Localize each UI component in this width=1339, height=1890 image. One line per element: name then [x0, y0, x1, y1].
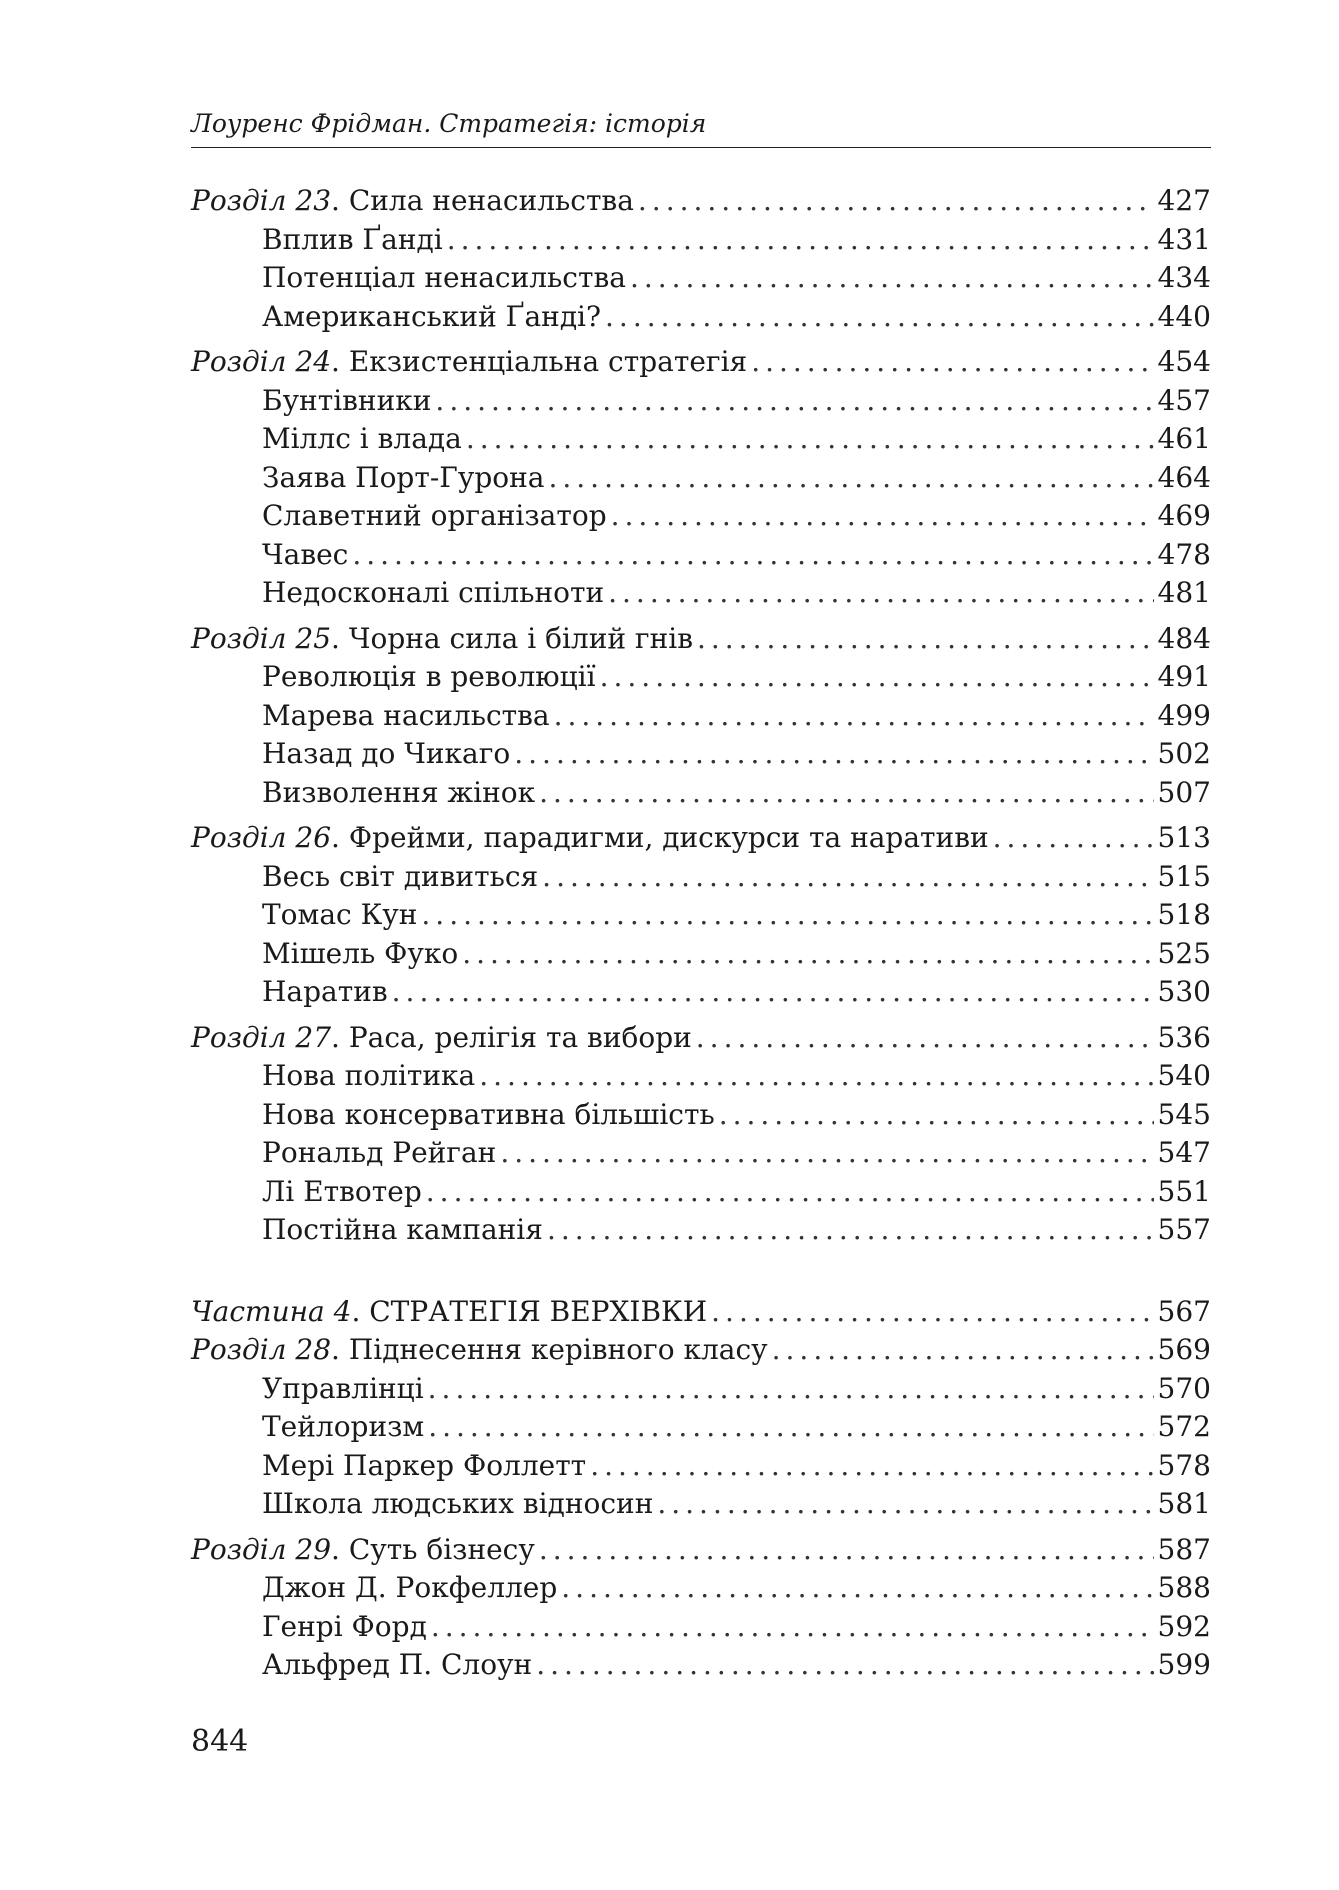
dot-leader [447, 221, 1154, 260]
toc-entry-text: Мері Паркер Фоллетт [262, 1448, 587, 1482]
toc-entry-text: Весь світ дивиться [262, 859, 539, 893]
toc-entry-prefix: Розділ 26 [191, 821, 332, 854]
toc-page-number: 478 [1157, 537, 1211, 571]
toc-entry-title [262, 1096, 715, 1135]
toc-entry-text: . Сила ненасильства [331, 184, 634, 217]
dot-leader [605, 298, 1154, 337]
toc-entry-title [191, 1293, 707, 1332]
header-rule [191, 147, 1211, 148]
toc-entry-title [191, 343, 747, 382]
toc-section-row [191, 774, 1211, 813]
toc-entry-title [262, 1134, 496, 1173]
toc-entry-title [262, 459, 544, 498]
toc-entry-text: Лі Етвотер [262, 1174, 422, 1208]
toc-page-number: 434 [1157, 261, 1211, 294]
toc-page-number: 481 [1157, 576, 1211, 609]
toc-page-number: 567 [1157, 1294, 1211, 1328]
toc-page-number: 507 [1157, 775, 1211, 809]
toc-section-row [191, 574, 1211, 613]
toc-page-number: 499 [1157, 698, 1211, 732]
toc-entry-title [191, 1331, 768, 1370]
toc-entry-text: . Суть бізнесу [331, 1532, 535, 1566]
toc-entry-prefix: Розділ 27 [191, 1020, 332, 1054]
toc-entry-title [262, 298, 601, 337]
toc-entry-title [262, 1408, 424, 1447]
dot-leader [657, 1485, 1153, 1524]
table-of-contents [191, 182, 1211, 1685]
toc-entry-text: Тейлоризм [262, 1410, 425, 1443]
toc-page-number: 491 [1157, 660, 1211, 693]
running-header: Лоуренс Фрідман. Стратегія: історія [191, 109, 707, 138]
toc-page-number: 440 [1157, 299, 1211, 333]
toc-page-number: 592 [1157, 1609, 1211, 1643]
toc-chapter-row [191, 1019, 1211, 1058]
toc-entry-title [262, 259, 626, 298]
toc-entry-title [191, 620, 693, 659]
toc-entry-title [262, 497, 607, 536]
dot-leader [466, 420, 1154, 459]
toc-page-number: 515 [1157, 859, 1211, 893]
toc-page-number: 540 [1157, 1059, 1211, 1092]
toc-entry-title [262, 1173, 422, 1212]
toc-entry-text: Славетний організатор [262, 499, 607, 532]
dot-leader [462, 935, 1153, 974]
toc-page-number: 581 [1157, 1487, 1211, 1520]
dot-leader [542, 858, 1153, 897]
toc-chapter-row [191, 1331, 1211, 1370]
toc-page-number: 545 [1157, 1097, 1211, 1131]
toc-page-number: 587 [1157, 1532, 1211, 1566]
toc-entry-prefix: Розділ 28 [191, 1333, 332, 1366]
toc-entry-text: Управлінці [262, 1371, 424, 1405]
toc-page-number: 578 [1157, 1448, 1211, 1482]
toc-entry-text: Недосконалі спільноти [262, 576, 605, 609]
toc-section-row [191, 1211, 1211, 1250]
toc-page-number: 572 [1157, 1410, 1211, 1443]
toc-page-number: 525 [1157, 936, 1211, 970]
toc-chapter-row [191, 182, 1211, 221]
toc-page-number: 536 [1157, 1020, 1211, 1054]
toc-entry-title [262, 536, 348, 575]
toc-section-row [191, 735, 1211, 774]
toc-section-row [191, 1646, 1211, 1685]
toc-entry-title [262, 221, 443, 260]
toc-page-number: 557 [1157, 1213, 1211, 1246]
toc-page-number: 502 [1157, 737, 1211, 770]
toc-page-number: 464 [1157, 460, 1211, 494]
toc-section-row [191, 497, 1211, 536]
toc-entry-text: . Екзистенціальна стратегія [331, 345, 748, 378]
dot-leader [421, 896, 1153, 935]
toc-entry-text: Вплив Ґанді [262, 222, 443, 256]
dot-leader [428, 1408, 1153, 1447]
toc-section-row [191, 382, 1211, 421]
toc-entry-title [262, 896, 417, 935]
toc-chapter-row [191, 819, 1211, 858]
toc-entry-text: Рональд Рейган [262, 1136, 497, 1169]
toc-entry-text: Томас Кун [262, 898, 418, 931]
toc-entry-text: Школа людських відносин [262, 1487, 654, 1520]
dot-leader [539, 1531, 1154, 1570]
toc-entry-text: Міллс і влада [262, 422, 462, 455]
toc-entry-title [262, 858, 538, 897]
toc-section-row [191, 1173, 1211, 1212]
toc-entry-text: Американський Ґанді? [262, 299, 602, 333]
toc-section-row [191, 536, 1211, 575]
toc-entry-title [191, 1019, 692, 1058]
dot-leader [548, 459, 1153, 498]
toc-entry-title [262, 973, 388, 1012]
toc-section-row [191, 697, 1211, 736]
toc-section-row [191, 658, 1211, 697]
toc-entry-text: Чавес [262, 537, 349, 571]
toc-entry-title [262, 735, 510, 774]
toc-entry-title [262, 935, 458, 974]
dot-leader [697, 620, 1154, 659]
toc-page-number: 518 [1157, 898, 1211, 931]
dot-leader [611, 497, 1154, 536]
toc-section-row [191, 1370, 1211, 1409]
dot-leader [719, 1096, 1154, 1135]
toc-entry-text: . СТРАТЕГІЯ ВЕРХІВКИ [351, 1294, 708, 1328]
dot-leader [751, 343, 1153, 382]
toc-entry-title [262, 658, 596, 697]
toc-page-number: 530 [1157, 975, 1211, 1008]
toc-section-row [191, 1485, 1211, 1524]
toc-section-row [191, 298, 1211, 337]
toc-page-number: 570 [1157, 1371, 1211, 1405]
toc-page-number: 513 [1157, 821, 1211, 854]
toc-entry-text: Визволення жінок [262, 775, 536, 809]
toc-section-row [191, 1447, 1211, 1486]
dot-leader [426, 1173, 1154, 1212]
dot-leader [500, 1134, 1153, 1173]
toc-page-number: 469 [1157, 499, 1211, 532]
dot-leader [536, 1646, 1153, 1685]
page-number: 844 [191, 1724, 249, 1759]
dot-leader [352, 536, 1153, 575]
toc-section-row [191, 935, 1211, 974]
toc-section-row [191, 459, 1211, 498]
toc-entry-title [191, 1531, 535, 1570]
toc-entry-text: Марева насильства [262, 698, 550, 732]
toc-section-row [191, 858, 1211, 897]
toc-entry-prefix: Розділ 23 [191, 184, 332, 217]
toc-page-number: 588 [1157, 1571, 1211, 1604]
toc-part-row [191, 1293, 1211, 1332]
toc-entry-title [262, 574, 604, 613]
toc-entry-title [262, 1057, 475, 1096]
toc-entry-title [262, 1646, 532, 1685]
toc-page-number: 569 [1157, 1333, 1211, 1366]
toc-entry-text: Джон Д. Рокфеллер [262, 1571, 558, 1604]
toc-section-row [191, 259, 1211, 298]
toc-entry-text: . Фрейми, парадигми, дискурси та наративи [331, 821, 989, 854]
toc-section-row [191, 896, 1211, 935]
toc-entry-text: . Піднесення керівного класу [331, 1333, 768, 1366]
toc-entry-prefix: Розділ 25 [191, 621, 332, 655]
toc-entry-prefix: Розділ 29 [191, 1532, 332, 1566]
toc-entry-text: . Раса, релігія та вибори [331, 1020, 692, 1054]
toc-page-number: 457 [1157, 383, 1211, 417]
toc-entry-title [191, 182, 634, 221]
dot-leader [993, 819, 1154, 858]
toc-entry-title [262, 1370, 424, 1409]
toc-section-row [191, 1057, 1211, 1096]
toc-entry-prefix: Розділ 24 [191, 345, 332, 378]
dot-leader [711, 1293, 1153, 1332]
dot-leader [392, 973, 1154, 1012]
toc-entry-title [262, 774, 535, 813]
toc-entry-text: Альфред П. Слоун [262, 1648, 533, 1681]
toc-entry-title [262, 420, 462, 459]
dot-leader [479, 1057, 1153, 1096]
toc-page-number: 427 [1157, 184, 1211, 217]
toc-section-row [191, 1608, 1211, 1647]
toc-section-row [191, 420, 1211, 459]
dot-leader [561, 1569, 1153, 1608]
toc-entry-title [262, 382, 431, 421]
dot-leader [435, 382, 1153, 421]
toc-section-row [191, 973, 1211, 1012]
toc-entry-text: Наратив [262, 975, 388, 1008]
dot-leader [608, 574, 1153, 613]
dot-leader [539, 774, 1153, 813]
toc-entry-title [262, 1485, 653, 1524]
dot-leader [600, 658, 1154, 697]
dot-leader [772, 1331, 1154, 1370]
toc-entry-title [262, 697, 550, 736]
toc-entry-text: Назад до Чикаго [262, 737, 511, 770]
toc-page-number: 461 [1157, 422, 1211, 455]
toc-entry-text: Революція в революції [262, 660, 596, 693]
toc-page-number: 484 [1157, 621, 1211, 655]
dot-leader [428, 1370, 1154, 1409]
toc-page-number: 454 [1157, 345, 1211, 378]
toc-page-number: 431 [1157, 222, 1211, 256]
toc-entry-text: Заява Порт-Гурона [262, 460, 545, 494]
toc-entry-prefix: Частина 4 [191, 1294, 352, 1328]
toc-page-number: 599 [1157, 1648, 1211, 1681]
toc-entry-text: Генрі Форд [262, 1609, 427, 1643]
toc-section-row [191, 1134, 1211, 1173]
dot-leader [638, 182, 1154, 221]
toc-entry-title [262, 1211, 543, 1250]
toc-section-row [191, 221, 1211, 260]
toc-section-row [191, 1408, 1211, 1447]
toc-page-number: 551 [1157, 1174, 1211, 1208]
toc-entry-title [262, 1608, 427, 1647]
dot-leader [514, 735, 1153, 774]
toc-chapter-row [191, 343, 1211, 382]
dot-leader [696, 1019, 1154, 1058]
dot-leader [431, 1608, 1154, 1647]
toc-chapter-row [191, 620, 1211, 659]
toc-entry-text: Потенціал ненасильства [262, 261, 626, 294]
toc-entry-title [262, 1447, 586, 1486]
dot-leader [630, 259, 1154, 298]
toc-entry-title [262, 1569, 557, 1608]
toc-entry-text: Нова політика [262, 1059, 476, 1092]
toc-entry-text: Постійна кампанія [262, 1213, 543, 1246]
dot-leader [554, 697, 1154, 736]
toc-section-row [191, 1569, 1211, 1608]
toc-entry-text: Нова консервативна більшість [262, 1097, 715, 1131]
toc-chapter-row [191, 1531, 1211, 1570]
toc-entry-title [191, 819, 989, 858]
toc-entry-text: . Чорна сила і білий гнів [331, 621, 693, 655]
toc-section-row [191, 1096, 1211, 1135]
toc-entry-text: Бунтівники [262, 383, 432, 417]
toc-entry-text: Мішель Фуко [262, 936, 459, 970]
dot-leader [547, 1211, 1154, 1250]
dot-leader [590, 1447, 1153, 1486]
toc-page-number: 547 [1157, 1136, 1211, 1169]
